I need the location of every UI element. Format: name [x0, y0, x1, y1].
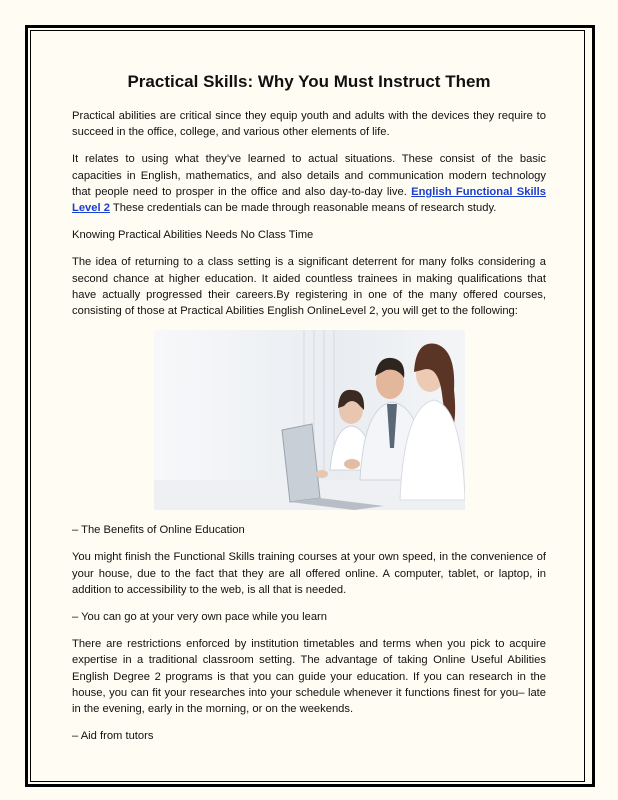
subheading-aid-from-tutors: – Aid from tutors	[72, 730, 154, 743]
paragraph-relates-tail: These credentials can be made through reasonable means of research study.	[109, 202, 497, 215]
article-title: Practical Skills: Why You Must Instruct Them	[127, 72, 491, 91]
article-body	[72, 70, 546, 755]
paragraph-relates	[72, 151, 546, 216]
english-functional-skills-link[interactable]: English Functional Skills Level 2	[72, 185, 546, 215]
office-team-photo	[154, 330, 465, 510]
paragraph-own-speed: You might finish the Functional Skills training courses at your own speed, in the convenience of your house, due to the fact that they are all offered online. A computer, tablet, or laptop, in addition to accessibility to the web, is all that is needed.	[72, 551, 546, 596]
paragraph-restrictions: There are restrictions enforced by institution timetables and terms when you pick to acquire expertise in a traditional classroom setting. The advantage of taking Online Useful Abilities English Degree 2 programs is that you can guide your education. If you can research in the house, you can fit your researches into your schedule whenever it functions finest for you– late in the evening, early in the morning, or on the weekends.	[72, 638, 546, 716]
subheading-no-class-time: Knowing Practical Abilities Needs No Class Time	[72, 229, 314, 242]
subheading-own-pace: – You can go at your very own pace while you learn	[72, 611, 327, 624]
subheading-benefits-online: – The Benefits of Online Education	[72, 524, 245, 537]
paragraph-class-setting: The idea of returning to a class setting is a significant deterrent for many folks considering a second chance at higher education. It aided countless trainees in making qualifications that have actually progressed their careers.By registering in one of the many offered courses, consisting of those at Practical Abilities English OnlineLevel 2, you will get to the following:	[72, 256, 546, 318]
paragraph-intro: Practical abilities are critical since they equip youth and adults with the devices they require to succeed in the office, college, and various other elements of life.	[72, 110, 546, 139]
paragraph-relates-text: It relates to using what they’ve learned to actual situations. These consist of the basic capacities in English, mathematics, and also details and communication modern technology that people need to prosper in the office and also day-to-day live.	[72, 153, 546, 198]
